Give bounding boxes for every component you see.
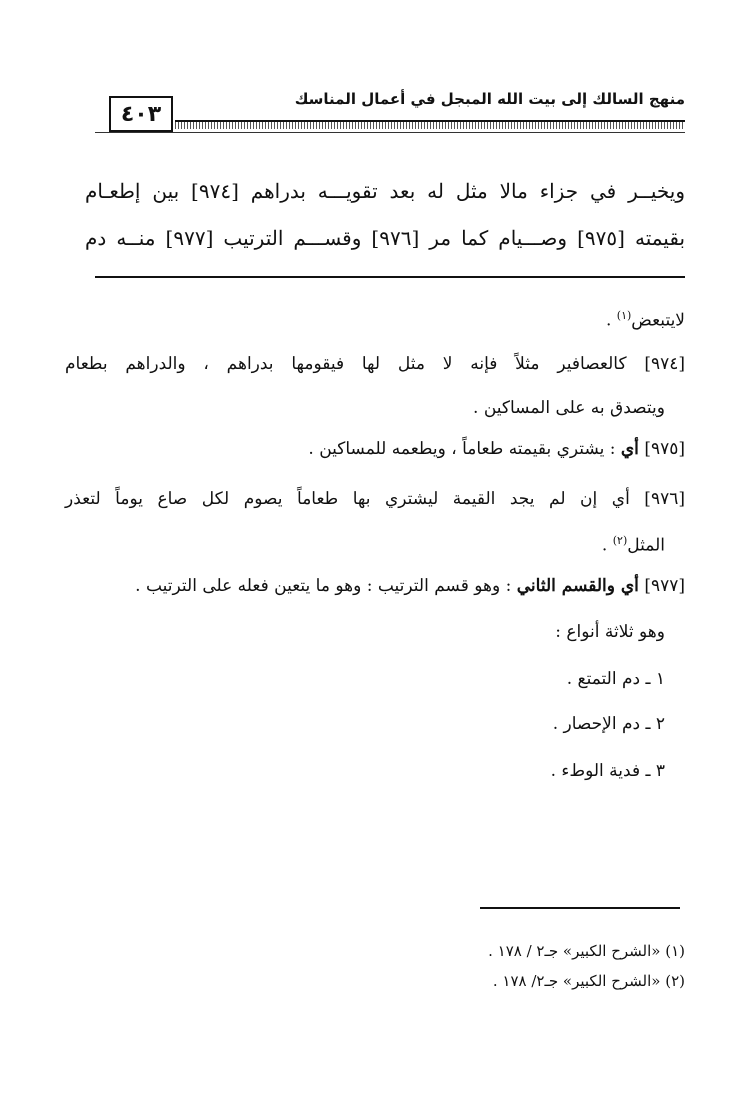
footnote-1: (١) «الشرح الكبير» جـ٢ / ١٧٨ . xyxy=(488,942,685,960)
note-975: [٩٧٥] أي : يشتري بقيمته طعاماً ، ويطعمه للمساكين . xyxy=(308,439,685,459)
type-item-1: ١ ـ دم التمتع . xyxy=(566,669,665,689)
page-number: ٤٠٣ xyxy=(109,96,173,132)
note-977: [٩٧٧] أي والقسم الثاني : وهو قسم الترتيب : وهو ما يتعين فعله على الترتيب . xyxy=(135,576,685,596)
main-text xyxy=(85,168,685,262)
header-rule xyxy=(175,120,685,129)
main-divider xyxy=(95,276,685,278)
main-line-2: بقيمته [٩٧٥] وصـــيام كما مر [٩٧٦] وقســـم الترتيب [٩٧٧] منــه دم xyxy=(85,226,686,250)
footnote-divider xyxy=(480,907,680,909)
header-rule-bottom xyxy=(95,132,685,133)
running-title: منهج السالك إلى بيت الله المبجل في أعمال المناسك xyxy=(294,90,685,108)
page-header xyxy=(95,88,685,138)
note-974-line-2: ويتصدق به على المساكين . xyxy=(473,398,665,418)
note-974-line-1: [٩٧٤] كالعصافير مثلاً فإنه لا مثل لها فيقومها بدراهم ، والدراهم بطعام xyxy=(65,354,685,374)
footnote-ref-1: (١) xyxy=(616,309,632,322)
footnote-2: (٢) «الشرح الكبير» جـ٢/ ١٧٨ . xyxy=(492,972,685,990)
note-976-line-2: المثل$^{(٢)}$ . xyxy=(601,534,665,556)
types-intro: وهو ثلاثة أنواع : xyxy=(555,622,665,642)
type-item-3: ٣ ـ فدية الوطء . xyxy=(550,761,665,781)
note-continuation: لايتبعض$^{(١)}$ . xyxy=(605,309,685,331)
note-976-line-1: [٩٧٦] أي إن لم يجد القيمة ليشتري بها طعاماً يصوم لكل صاع يوماً لتعذر xyxy=(65,489,685,509)
type-item-2: ٢ ـ دم الإحصار . xyxy=(552,714,665,734)
footnote-ref-2: (٢) xyxy=(612,534,628,547)
main-line-1: ويخيــر في جزاء مالا مثل له بعد تقويـــه بدراهم [٩٧٤] بين إطعـام xyxy=(85,179,685,203)
